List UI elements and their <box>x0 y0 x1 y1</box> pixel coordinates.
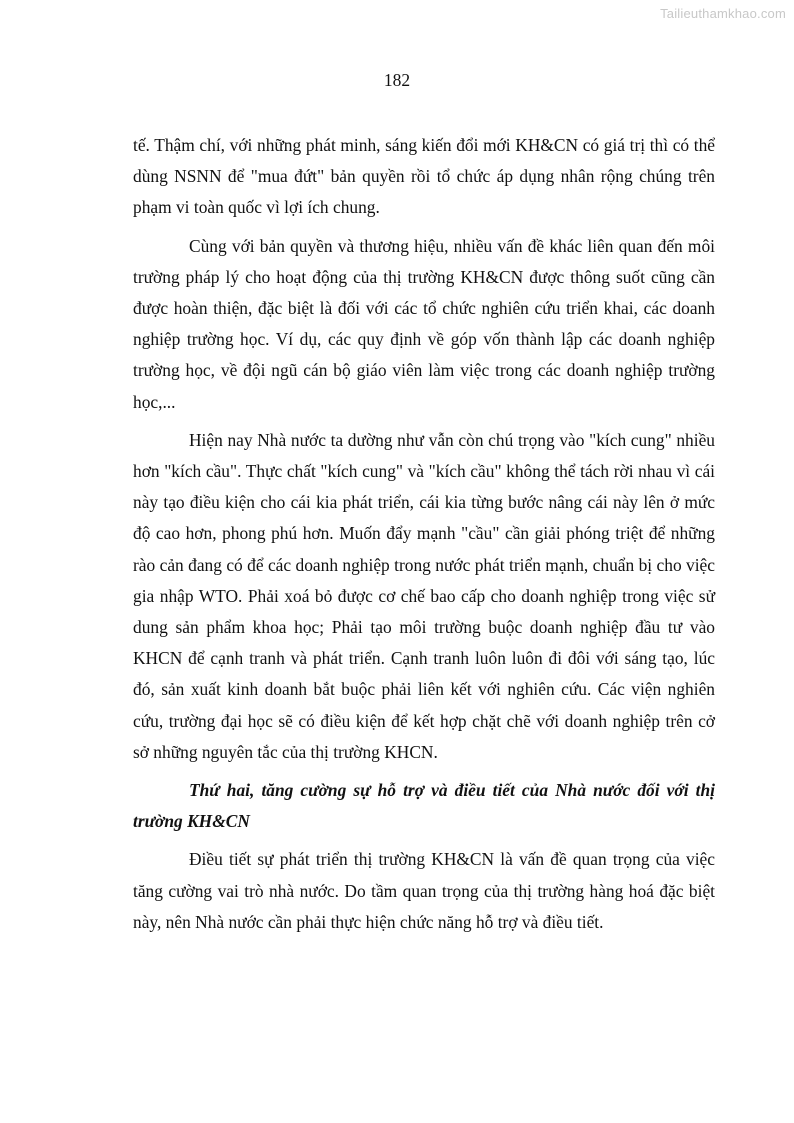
paragraph-continuation: tế. Thậm chí, với những phát minh, sáng kiến đổi mới KH&CN có giá trị thì có thể dùng NSNN để "mua đứt" bản quyền rồi tổ chức áp dụng nhân rộng chúng trên phạm vi toàn quốc vì lợi ích chung. <box>133 135 715 218</box>
paragraph: Cùng với bản quyền và thương hiệu, nhiều vấn đề khác liên quan đến môi trường pháp lý cho hoạt động của thị trường KH&CN được thông suốt cũng cần được hoàn thiện, đặc biệt là đối với các tổ chức nghiên cứu triển khai, các doanh nghiệp trường học. Ví dụ, các quy định về góp vốn thành lập các doanh nghiệp trường học, về đội ngũ cán bộ giáo viên làm việc trong các doanh nghiệp trường học,... <box>133 235 715 412</box>
paragraph: Điều tiết sự phát triển thị trường KH&CN là vấn đề quan trọng của việc tăng cường vai trò nhà nước. Do tầm quan trọng của thị trường hàng hoá đặc biệt này, nên Nhà nước cần phải thực hiện chức năng hỗ trợ và điều tiết. <box>133 849 715 932</box>
section-heading: Thứ hai, tăng cường sự hỗ trợ và điều tiết của Nhà nước đối với thị trường KH&CN <box>133 780 715 832</box>
paragraph: Hiện nay Nhà nước ta dường như vẫn còn chú trọng vào "kích cung" nhiều hơn "kích cầu". Thực chất "kích cung" và "kích cầu" không thể tách rời nhau vì cái này tạo điều kiện cho cái kia phát triển, cái kia từng bước nâng cái này lên ở mức độ cao hơn, phong phú hơn. Muốn đẩy mạnh "cầu" cần giải phóng triệt để những rào cản đang có để các doanh nghiệp trong nước phát triển mạnh, chuẩn bị cho việc gia nhập WTO. Phải xoá bỏ được cơ chế bao cấp cho doanh nghiệp trong việc sử dung sản phẩm khoa học; Phải tạo môi trường buộc doanh nghiệp đầu tư vào KHCN để cạnh tranh và phát triển. Cạnh tranh luôn luôn đi đôi với sáng tạo, lúc đó, sản xuất kinh doanh bắt buộc phải liên kết với nghiên cứu. Các viện nghiên cứu, trường đại học sẽ có điều kiện để kết hợp chặt chẽ với doanh nghiệp trên cở sở những nguyên tắc của thị trường KHCN. <box>133 429 715 762</box>
page-number: 182 <box>383 70 411 90</box>
watermark: Tailieuthamkhao.com <box>660 6 786 21</box>
document-body <box>133 130 715 945</box>
